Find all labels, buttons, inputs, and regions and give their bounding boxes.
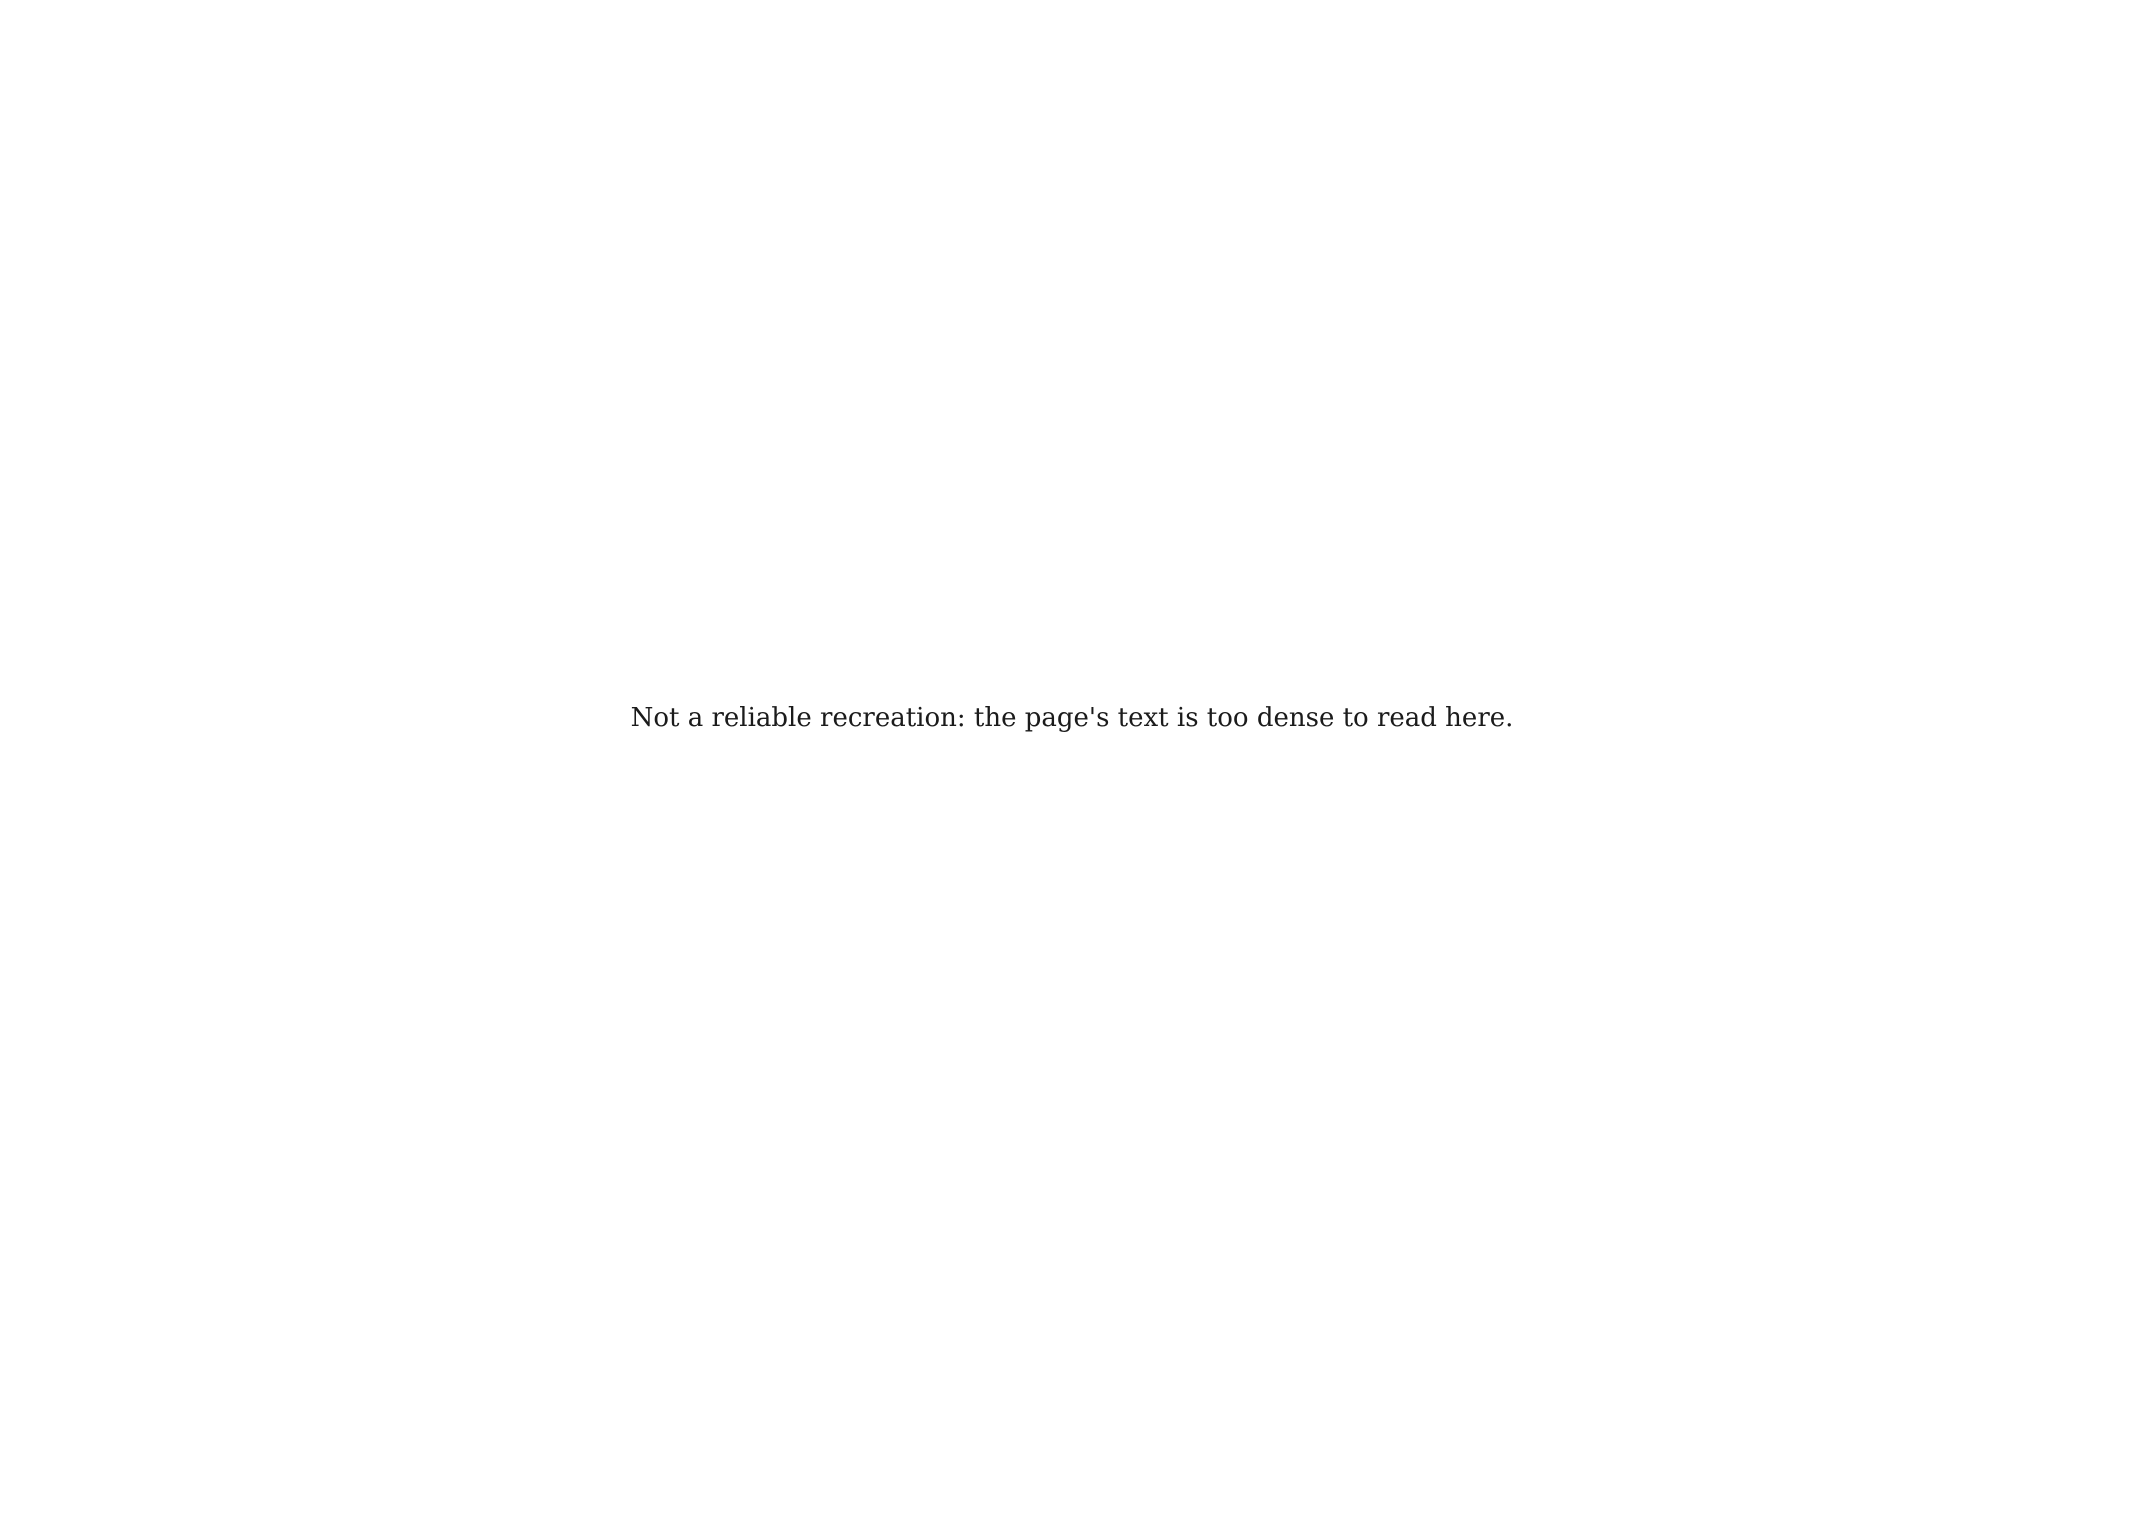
placeholder-note: Not a reliable recreation: the page's text is too dense to read here. [630, 703, 1514, 733]
